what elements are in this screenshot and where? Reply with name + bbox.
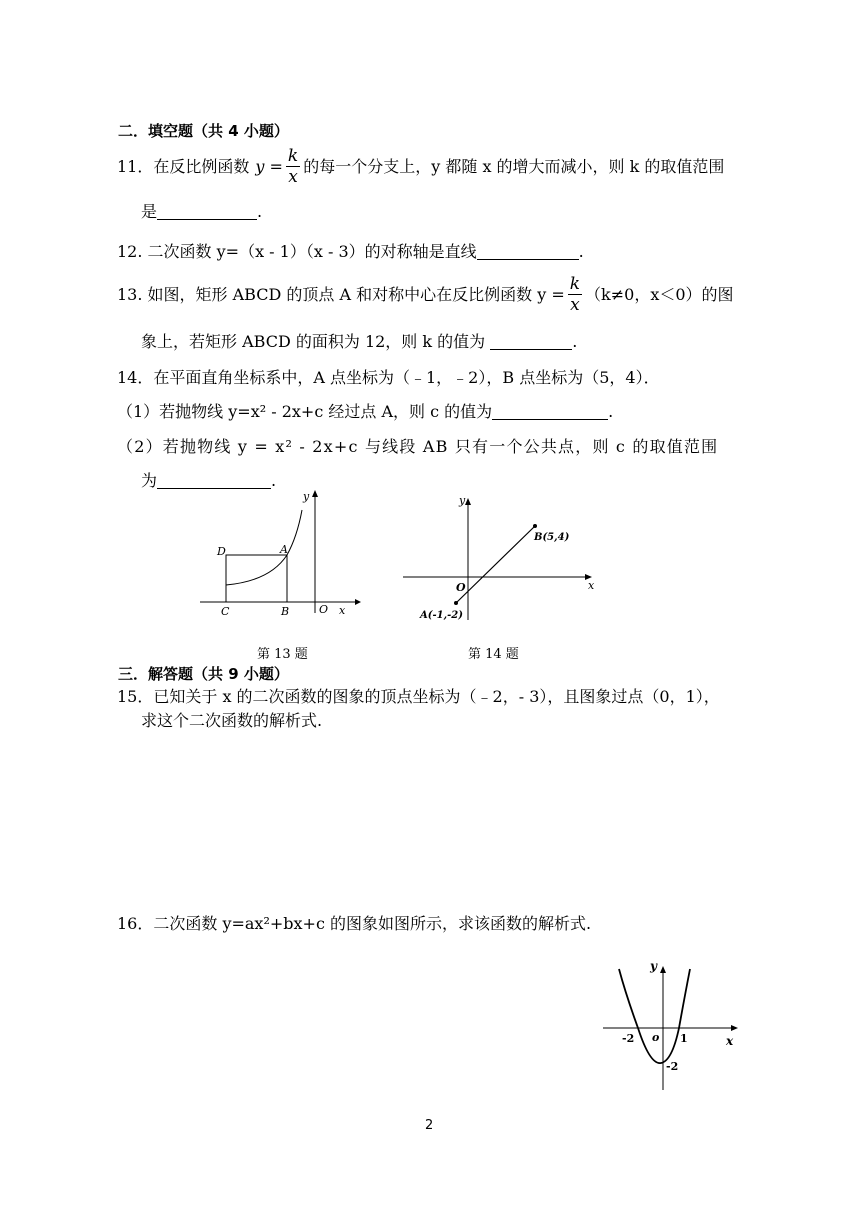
label-neg2-y: -2	[666, 1060, 679, 1073]
label-D: D	[217, 545, 226, 558]
section-title: 三．解答题（共 9 小题）	[118, 665, 289, 683]
figure-13-caption: 第 13 题	[257, 647, 308, 662]
question-14: 14．在平面直角坐标系中，A 点坐标为（﹣1，﹣2），B 点坐标为（5，4）．	[117, 368, 660, 387]
label-y: y	[459, 494, 466, 507]
label-x: x	[726, 1034, 734, 1048]
question-16: 16．二次函数 y=ax²+bx+c 的图象如图所示，求该函数的解析式.	[117, 914, 592, 933]
section-title: 二．填空题（共 4 小题）	[118, 122, 289, 140]
q14-part2-line2: 为 .	[141, 471, 277, 490]
label-A: A	[280, 543, 288, 556]
label-C: C	[221, 605, 230, 618]
label-x: x	[339, 604, 346, 617]
q11-number-text: 11．在反比例函数	[117, 156, 250, 176]
label-neg2-x: -2	[622, 1032, 635, 1045]
question-15-line2: 求这个二次函数的解析式.	[141, 711, 323, 730]
figure-14-caption: 第 14 题	[468, 647, 519, 662]
figure-13	[195, 485, 365, 620]
fraction-k-over-x: $\frac{k}{x}$	[569, 274, 581, 315]
answer-blank	[157, 203, 257, 220]
q11-text: 的每一个分支上，y 都随 x 的增大而减小，则 k 的取值范围	[303, 156, 725, 176]
label-y: y	[650, 959, 657, 973]
label-O: O	[319, 603, 329, 616]
answer-blank	[492, 403, 608, 420]
label-B: B	[281, 605, 290, 618]
q14-part1: （1）若抛物线 y=x² - 2x+c 经过点 A，则 c 的值为 .	[117, 402, 614, 421]
label-A-point: A(-1,-2)	[420, 610, 463, 621]
label-O: O	[456, 581, 466, 594]
question-15: 15．已知关于 x 的二次函数的图象的顶点坐标为（﹣2，- 3），且图象过点（0，1），	[117, 687, 720, 706]
page-number: 2	[425, 1118, 434, 1133]
answer-blank	[477, 243, 579, 260]
label-1-x: 1	[680, 1032, 688, 1045]
label-origin: o	[652, 1031, 660, 1044]
q11-answer-line: 是 .	[141, 202, 263, 221]
figure-16	[598, 955, 743, 1095]
question-12: 12. 二次函数 y=（x - 1）（x - 3）的对称轴是直线 .	[117, 242, 584, 261]
q14-part2: （2）若抛物线 y = x² - 2x+c 与线段 AB 只有一个公共点，则 c 的取值范围	[117, 437, 719, 456]
figure-14	[400, 490, 605, 625]
question-13: 13. 如图，矩形 ABCD 的顶点 A 和对称中心在反比例函数 y = $\frac{k}{x}$ （k≠0，x＜0）的图	[117, 274, 734, 315]
label-x: x	[588, 579, 595, 592]
q13-line2: 象上，若矩形 ABCD 的面积为 12，则 k 的值为 .	[141, 332, 578, 351]
question-11: 11．在反比例函数 y = $\frac{k}{x}$ 的每一个分支上，y 都随 x 的增大而减小，则 k 的取值范围	[117, 146, 725, 187]
label-y: y	[303, 490, 310, 503]
fraction-k-over-x: $\frac{k}{x}$	[287, 146, 299, 187]
label-B-point: B(5,4)	[534, 532, 570, 543]
answer-blank	[490, 333, 572, 350]
